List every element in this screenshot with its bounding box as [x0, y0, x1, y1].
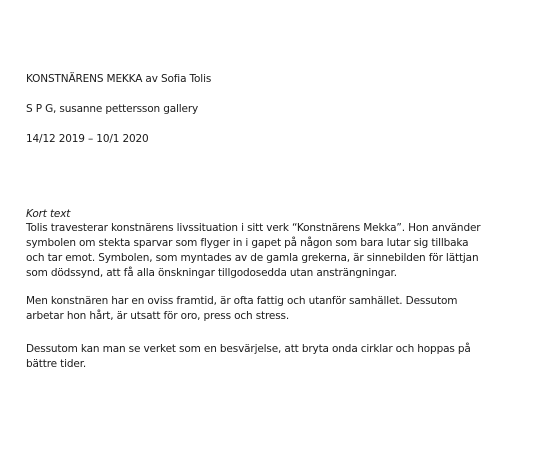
paragraph-line: som dödssynd, att få alla önskningar tillgodosedda utan ansträngningar. [26, 267, 397, 279]
section-label: Kort text [26, 208, 71, 220]
paragraph-line: Tolis travesterar konstnärens livssituation i sitt verk “Konstnärens Mekka”. Hon använder [26, 222, 481, 234]
paragraph-2 [26, 294, 518, 324]
paragraph-line: Men konstnären har en oviss framtid, är ofta fattig och utanför samhället. Dessutom [26, 295, 458, 307]
exhibition-title: KONSTNÄRENS MEKKA av Sofia Tolis [26, 73, 212, 85]
paragraph-line: arbetar hon hårt, är utsatt för oro, press och stress. [26, 310, 290, 322]
paragraph-1 [26, 221, 518, 281]
paragraph-line: Dessutom kan man se verket som en besvärjelse, att bryta onda cirklar och hoppas på [26, 343, 471, 355]
exhibition-dates: 14/12 2019 – 10/1 2020 [26, 133, 149, 145]
gallery-name: S P G, susanne pettersson gallery [26, 103, 199, 115]
paragraph-3 [26, 342, 518, 372]
paragraph-line: och tar emot. Symbolen, som myntades av de gamla grekerna, är sinnebilden för lättjan [26, 252, 479, 264]
paragraph-line: symbolen om stekta sparvar som flyger in i gapet på någon som bara lutar sig tillbaka [26, 237, 469, 249]
paragraph-line: bättre tider. [26, 358, 87, 370]
